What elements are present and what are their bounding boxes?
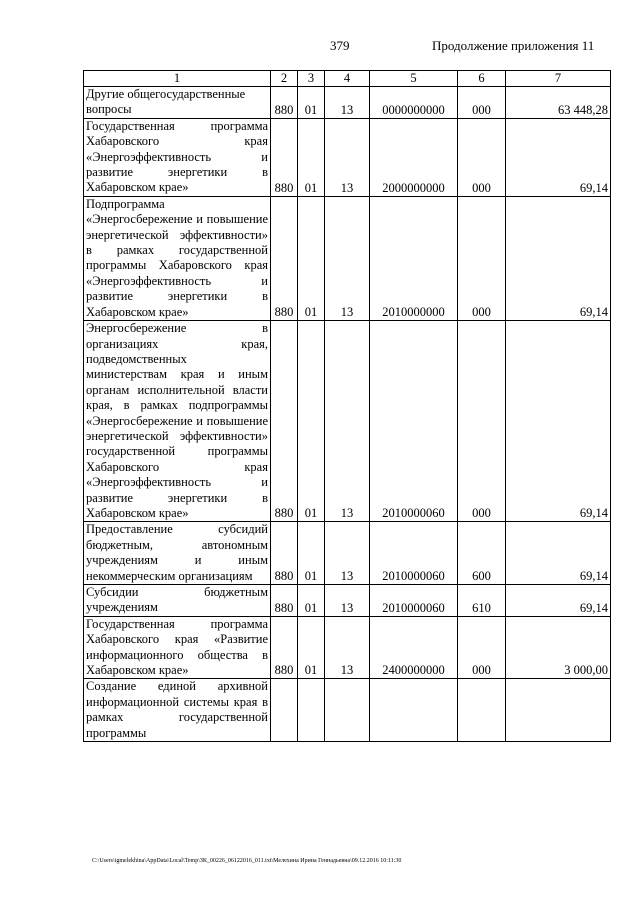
cell-col7 (506, 679, 611, 742)
table-row (84, 616, 611, 679)
column-header: 5 (370, 71, 458, 87)
cell-col2: 880 (271, 196, 298, 320)
cell-col7: 69,14 (506, 585, 611, 617)
cell-col6: 000 (458, 87, 506, 119)
cell-col4: 13 (325, 196, 370, 320)
cell-col5 (370, 679, 458, 742)
file-path-footer: C:\Users\igmelekhina\AppData\Local\Temp\ЗК_00226_06122016_011.txt\Мелехина Ирина Геннадьевна\09.12.2016 10:11:30 (92, 858, 402, 864)
cell-col5: 2010000060 (370, 522, 458, 585)
cell-col4: 13 (325, 585, 370, 617)
cell-col6: 000 (458, 616, 506, 679)
cell-col3: 01 (298, 87, 325, 119)
table-row (84, 321, 611, 522)
cell-col2: 880 (271, 87, 298, 119)
cell-col6 (458, 679, 506, 742)
page-number: 379 (330, 38, 350, 53)
cell-col4 (325, 679, 370, 742)
cell-col5: 0000000000 (370, 87, 458, 119)
cell-col5: 2010000000 (370, 196, 458, 320)
cell-col7: 63 448,28 (506, 87, 611, 119)
continuation-label: Продолжение приложения 11 (432, 38, 595, 53)
cell-col6: 000 (458, 321, 506, 522)
cell-col3: 01 (298, 585, 325, 617)
cell-col6: 000 (458, 196, 506, 320)
cell-col4: 13 (325, 87, 370, 119)
cell-col2: 880 (271, 585, 298, 617)
cell-col4: 13 (325, 118, 370, 196)
column-header: 3 (298, 71, 325, 87)
cell-col3: 01 (298, 321, 325, 522)
cell-col3: 01 (298, 616, 325, 679)
table-row (84, 522, 611, 585)
column-header: 2 (271, 71, 298, 87)
row-description: Государственная программа Хабаровского края «Энергоэффективность и развитие энергетики в Хабаровском крае» (84, 118, 271, 196)
column-header-row (84, 71, 611, 87)
table-row (84, 196, 611, 320)
cell-col2 (271, 679, 298, 742)
cell-col2: 880 (271, 321, 298, 522)
row-description: Создание единой архивной информационной системы края в рамках государственной программы (84, 679, 271, 742)
cell-col2: 880 (271, 616, 298, 679)
cell-col5: 2010000060 (370, 585, 458, 617)
budget-table (83, 70, 611, 742)
row-description: Подпрограмма «Энергосбережение и повышение энергетической эффективности» в рамках государственной программы Хабаровского края «Энергоэффективность и развитие энергетики в Хабаровском крае» (84, 196, 271, 320)
row-description: Предоставление субсидий бюджетным, автономным учреждениям и иным некоммерческим организациям (84, 522, 271, 585)
row-description: Другие общегосударственные вопросы (84, 87, 271, 119)
cell-col7: 69,14 (506, 196, 611, 320)
cell-col5: 2000000000 (370, 118, 458, 196)
cell-col2: 880 (271, 522, 298, 585)
cell-col6: 610 (458, 585, 506, 617)
table-row (84, 585, 611, 617)
cell-col7: 3 000,00 (506, 616, 611, 679)
cell-col3: 01 (298, 522, 325, 585)
column-header: 4 (325, 71, 370, 87)
row-description: Государственная программа Хабаровского края «Развитие информационного общества в Хабаровском крае» (84, 616, 271, 679)
cell-col3: 01 (298, 118, 325, 196)
table-row (84, 87, 611, 119)
table-row (84, 679, 611, 742)
cell-col4: 13 (325, 522, 370, 585)
cell-col7: 69,14 (506, 321, 611, 522)
column-header: 6 (458, 71, 506, 87)
cell-col4: 13 (325, 321, 370, 522)
cell-col6: 000 (458, 118, 506, 196)
column-header: 7 (506, 71, 611, 87)
table-row (84, 118, 611, 196)
cell-col5: 2400000000 (370, 616, 458, 679)
cell-col3: 01 (298, 196, 325, 320)
cell-col3 (298, 679, 325, 742)
column-header: 1 (84, 71, 271, 87)
cell-col7: 69,14 (506, 522, 611, 585)
row-description: Субсидии бюджетным учреждениям (84, 585, 271, 617)
cell-col6: 600 (458, 522, 506, 585)
cell-col4: 13 (325, 616, 370, 679)
cell-col5: 2010000060 (370, 321, 458, 522)
row-description: Энергосбережение в организациях края, подведомственных министерствам края и иным органам исполнительной власти края, в рамках подпрограммы «Энергосбережение и повышение энергетической эффективности» государственной программы Хабаровского края «Энергоэффективность и развитие энергетики в Хабаровском крае» (84, 321, 271, 522)
cell-col2: 880 (271, 118, 298, 196)
cell-col7: 69,14 (506, 118, 611, 196)
